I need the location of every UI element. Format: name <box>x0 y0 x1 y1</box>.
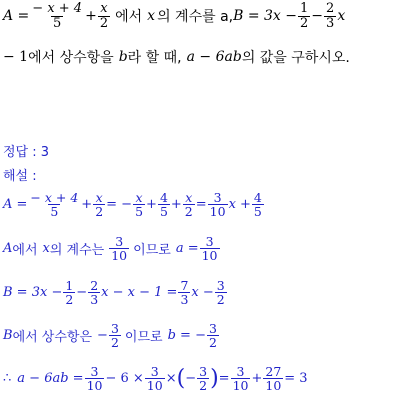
q2-lead: − 1 <box>3 49 29 65</box>
q1-fraction-1: $\frac{- x + 4}{5}$ <box>32 1 83 31</box>
s5-plus: + <box>251 371 263 387</box>
s5-frac-4: $\frac{3}{10}$ <box>232 364 249 394</box>
s2-var-a: A <box>3 241 13 257</box>
q2-text-1: 에서 상수항을 <box>28 50 114 66</box>
solution-eq-4 <box>3 322 220 349</box>
q1-tail-x: x <box>337 8 346 25</box>
s1-lhs: A = <box>3 197 28 213</box>
s4-text-2: 이므로 <box>124 330 163 346</box>
s5-mul: − 6 × <box>105 371 144 387</box>
s4-var-b: B <box>3 328 13 344</box>
q1-fraction-3: $\frac{1}{2}$ <box>300 1 309 31</box>
s1-plus-2: + <box>146 197 157 213</box>
s5-frac-2: $\frac{3}{10}$ <box>146 364 163 394</box>
s2-a-eq: a = <box>175 241 199 257</box>
s1-frac-4: $\frac{4}{5}$ <box>159 190 168 220</box>
s3-x-minus: x − <box>191 285 214 301</box>
s5-frac-1: $\frac{3}{10}$ <box>86 364 103 394</box>
s3-frac-1: $\frac{1}{2}$ <box>65 278 74 308</box>
q1-minus: − <box>311 8 324 25</box>
q1-b-lhs: B = 3x − <box>233 8 298 25</box>
s1-plus-1: + <box>81 197 93 213</box>
q1-text-coef: 의 계수를 a, <box>157 9 234 26</box>
solution-eq-5 <box>3 365 308 392</box>
q1-fraction-4: $\frac{2}{3}$ <box>326 1 335 31</box>
s2-text-3: 이므로 <box>133 243 171 259</box>
s5-eq: = <box>218 371 230 387</box>
s5-therefore: ∴ <box>3 371 12 387</box>
s4-frac-2: $\frac{3}{2}$ <box>208 321 217 351</box>
s1-x-plus: x + <box>228 197 251 213</box>
s2-frac-2: $\frac{3}{10}$ <box>201 234 218 264</box>
s5-open-paren: ( <box>176 365 186 391</box>
s1-frac-7: $\frac{4}{5}$ <box>253 190 262 220</box>
s4-neg: − <box>97 328 108 344</box>
s1-frac-2: $\frac{x}{2}$ <box>95 190 104 220</box>
s3-mid: x − x − 1 = <box>101 285 178 301</box>
s2-frac-1: $\frac{3}{10}$ <box>111 234 128 264</box>
question-line-1 <box>3 2 345 30</box>
s3-lhs: B = 3x − <box>3 285 63 301</box>
q1-text-from: 에서 <box>115 9 143 26</box>
s1-frac-3: $\frac{x}{5}$ <box>135 190 144 220</box>
s3-frac-3: $\frac{7}{3}$ <box>180 278 189 308</box>
q2-text-2: 라 할 때, <box>127 50 182 66</box>
s1-frac-5: $\frac{x}{2}$ <box>184 190 193 220</box>
solution-label: 해설 : <box>3 169 37 184</box>
question-line-2 <box>3 47 350 67</box>
s5-neg: − <box>185 371 197 387</box>
s3-frac-4: $\frac{3}{2}$ <box>216 278 225 308</box>
solution-eq-1 <box>3 191 265 218</box>
s1-frac-1: $\frac{- x + 4}{5}$ <box>30 190 79 220</box>
s2-text-2: 의 계수는 <box>49 243 105 259</box>
q1-a-lhs: A = <box>3 8 30 25</box>
s4-text-1: 에서 상수항은 <box>12 330 93 346</box>
s3-frac-2: $\frac{2}{3}$ <box>90 278 99 308</box>
s4-b-eq: b = − <box>167 328 206 344</box>
s1-plus-3: + <box>170 197 182 213</box>
solution-eq-3 <box>3 279 228 306</box>
s5-times: × <box>165 371 177 387</box>
s5-frac-3: $\frac{3}{2}$ <box>199 364 208 394</box>
s4-frac-1: $\frac{3}{2}$ <box>110 321 119 351</box>
answer-label: 정답 : 3 <box>3 145 50 160</box>
q2-text-3: 의 값을 구하시오. <box>241 50 350 66</box>
s2-var-x: x <box>42 241 50 257</box>
s5-frac-5: $\frac{27}{10}$ <box>265 364 282 394</box>
q1-fraction-2: $\frac{x}{2}$ <box>99 1 109 31</box>
s1-eq: = <box>195 197 207 213</box>
s1-frac-6: $\frac{3}{10}$ <box>209 190 226 220</box>
solution-eq-2 <box>3 235 221 262</box>
s5-result: = 3 <box>284 371 308 387</box>
s5-close-paren: ) <box>210 365 219 391</box>
q2-var-b: b <box>118 49 128 65</box>
q1-plus: + <box>85 8 97 25</box>
s3-minus: − <box>76 285 88 301</box>
s5-lhs: a − 6ab = <box>17 371 84 387</box>
q2-expr: a − 6ab <box>186 49 242 65</box>
s1-eq-neg: = − <box>106 197 133 213</box>
q1-var-x: x <box>147 8 156 25</box>
s2-text-1: 에서 <box>12 243 38 259</box>
